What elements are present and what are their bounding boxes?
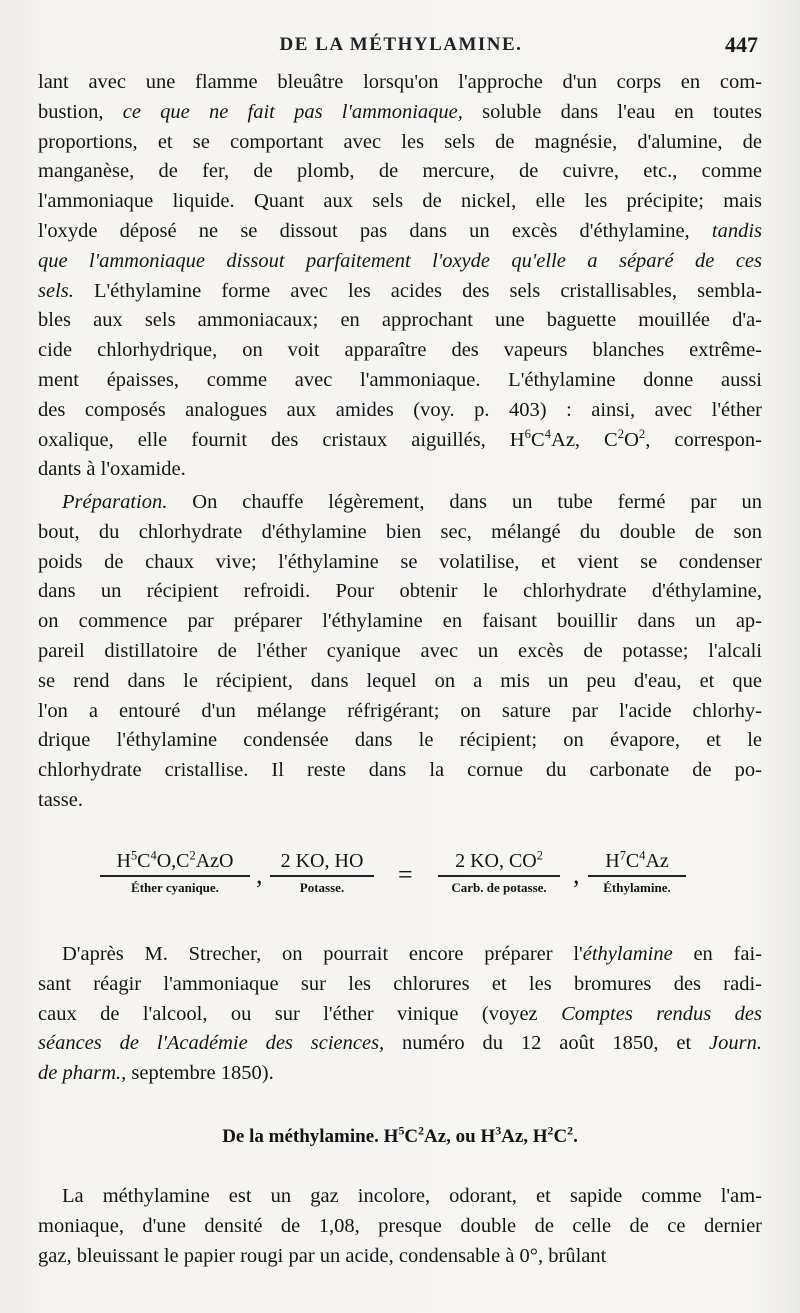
text-line: bout, du chlorhydrate d'éthylamine bien sec, mélangé du double de son — [38, 520, 762, 543]
equation-operator: , — [573, 860, 580, 889]
paragraph-methylamine — [38, 1182, 762, 1271]
page-number: 447 — [725, 32, 758, 57]
italic-text: ce que ne fait pas l'ammoniaque, — [122, 100, 463, 123]
equation-label: Éthylamine. — [603, 880, 671, 895]
italic-text: Journ. — [709, 1032, 762, 1055]
italic-text: sels. — [38, 279, 74, 302]
italic-text: séances de l'Académie des sciences, — [38, 1032, 385, 1055]
paragraph-strecher — [38, 940, 762, 1089]
text-line: on commence par préparer l'éthylamine en faisant bouillir dans un ap- — [38, 610, 762, 633]
text-line: l'oxyde déposé ne se dissout pas dans un excès d'éthylamine, tandis — [38, 219, 762, 242]
section-heading-methylamine: De la méthylamine. $H^5C^2Az$, ou $H^3Az$, $H^2C^2$. — [222, 1124, 578, 1147]
italic-text: Préparation. — [62, 491, 168, 513]
text-line: Préparation. On chauffe légèrement, dans un tube fermé par un — [62, 491, 762, 513]
text-line: proportions, et se comportant avec les sels de magnésie, d'alumine, de — [38, 130, 762, 153]
equation-formula: 2 KO, $CO^2$ — [438, 850, 560, 877]
text-line: oxalique, elle fournit des cristaux aiguillés, $H^6C^4Az$, $C^2O^2$, correspon- — [38, 426, 762, 451]
italic-text: Comptes rendus des — [561, 1002, 763, 1025]
equation-label: Éther cyanique. — [131, 880, 219, 895]
equation-formula: 2 KO, HO — [270, 850, 374, 877]
running-title: DE LA MÉTHYLAMINE. — [279, 34, 523, 55]
text-line: cide chlorhydrique, on voit apparaître des vapeurs blanches extrême- — [38, 339, 762, 362]
text-line: sant réagir l'ammoniaque sur les chlorures et les bromures des radi- — [38, 972, 762, 995]
text-line: l'on a entouré d'un mélange réfrigérant; on sature par l'acide chlorhy- — [38, 699, 762, 722]
text-line: manganèse, de fer, de plomb, de mercure, de cuivre, etc., comme — [38, 160, 762, 183]
text-line: tasse. — [38, 788, 83, 811]
text-line: caux de l'alcool, ou sur l'éther vinique (voyez Comptes rendus des — [38, 1002, 763, 1025]
text-line: des composés analogues aux amides (voy. p. 403) : ainsi, avec l'éther — [38, 398, 762, 421]
equation-operator: = — [398, 860, 413, 889]
text-line: pareil distillatoire de l'éther cyanique avec un excès de potasse; l'alcali — [38, 639, 762, 662]
text-line: bustion, ce que ne fait pas l'ammoniaque, soluble dans l'eau en toutes — [38, 100, 762, 123]
text-line: La méthylamine est un gaz incolore, odorant, et sapide comme l'am- — [62, 1185, 762, 1207]
equation-term — [588, 850, 686, 896]
text-line: de pharm., septembre 1850). — [38, 1062, 274, 1085]
paragraph-ethylamine-properties — [38, 68, 762, 485]
italic-text: éthylamine — [582, 943, 673, 965]
paragraph-preparation — [38, 488, 762, 816]
text-line: D'après M. Strecher, on pourrait encore préparer l'éthylamine en fai- — [62, 943, 763, 965]
equation-formula: $H^7C^4Az$ — [588, 850, 686, 877]
page-header — [40, 28, 762, 64]
equation-term — [100, 850, 250, 896]
text-line — [38, 247, 762, 277]
text-line: sels. L'éthylamine forme avec les acides des sels cristallisables, sembla- — [38, 279, 762, 302]
text-line: dants à l'oxamide. — [38, 458, 186, 481]
text-line: se rend dans le récipient, dans lequel on a mis un peu d'eau, et que — [38, 669, 762, 692]
text-line: poids de chaux vive; l'éthylamine se volatilise, et vient se condenser — [38, 550, 762, 573]
text-line: lant avec une flamme bleuâtre lorsqu'on l'approche d'un corps en com- — [38, 71, 762, 93]
text-line: moniaque, d'une densité de 1,08, presque double de celle de ce dernier — [38, 1214, 762, 1237]
italic-text: que l'ammoniaque dissout parfaitement l'oxyde qu'elle a séparé de ces — [38, 249, 762, 272]
text-line: drique l'éthylamine condensée dans le récipient; on évapore, et le — [38, 729, 762, 752]
text-line: bles aux sels ammoniacaux; en approchant une baguette mouillée d'a- — [38, 309, 762, 332]
text-line: l'ammoniaque liquide. Quant aux sels de nickel, elle les précipite; mais — [38, 190, 762, 213]
chemical-equation — [60, 850, 740, 910]
equation-operator: , — [256, 860, 263, 889]
text-line: chlorhydrate cristallise. Il reste dans la cornue du carbonate de po- — [38, 759, 762, 782]
equation-label: Potasse. — [299, 880, 345, 895]
text-line: séances de l'Académie des sciences, numéro du 12 août 1850, et Journ. — [38, 1032, 762, 1055]
text-line: dans un récipient refroidi. Pour obtenir le chlorhydrate d'éthylamine, — [38, 580, 762, 603]
equation-term — [270, 850, 374, 896]
text-line: gaz, bleuissant le papier rougi par un acide, condensable à 0°, brûlant — [38, 1244, 607, 1267]
italic-text: tandis — [711, 219, 762, 242]
equation-formula: $H^5C^4O,C^2AzO$ — [100, 850, 250, 877]
equation-term — [438, 850, 560, 896]
italic-text: de pharm., — [38, 1062, 127, 1085]
text-line: ment épaisses, comme avec l'ammoniaque. L'éthylamine donne aussi — [38, 368, 762, 391]
equation-label: Carb. de potasse. — [451, 880, 547, 895]
